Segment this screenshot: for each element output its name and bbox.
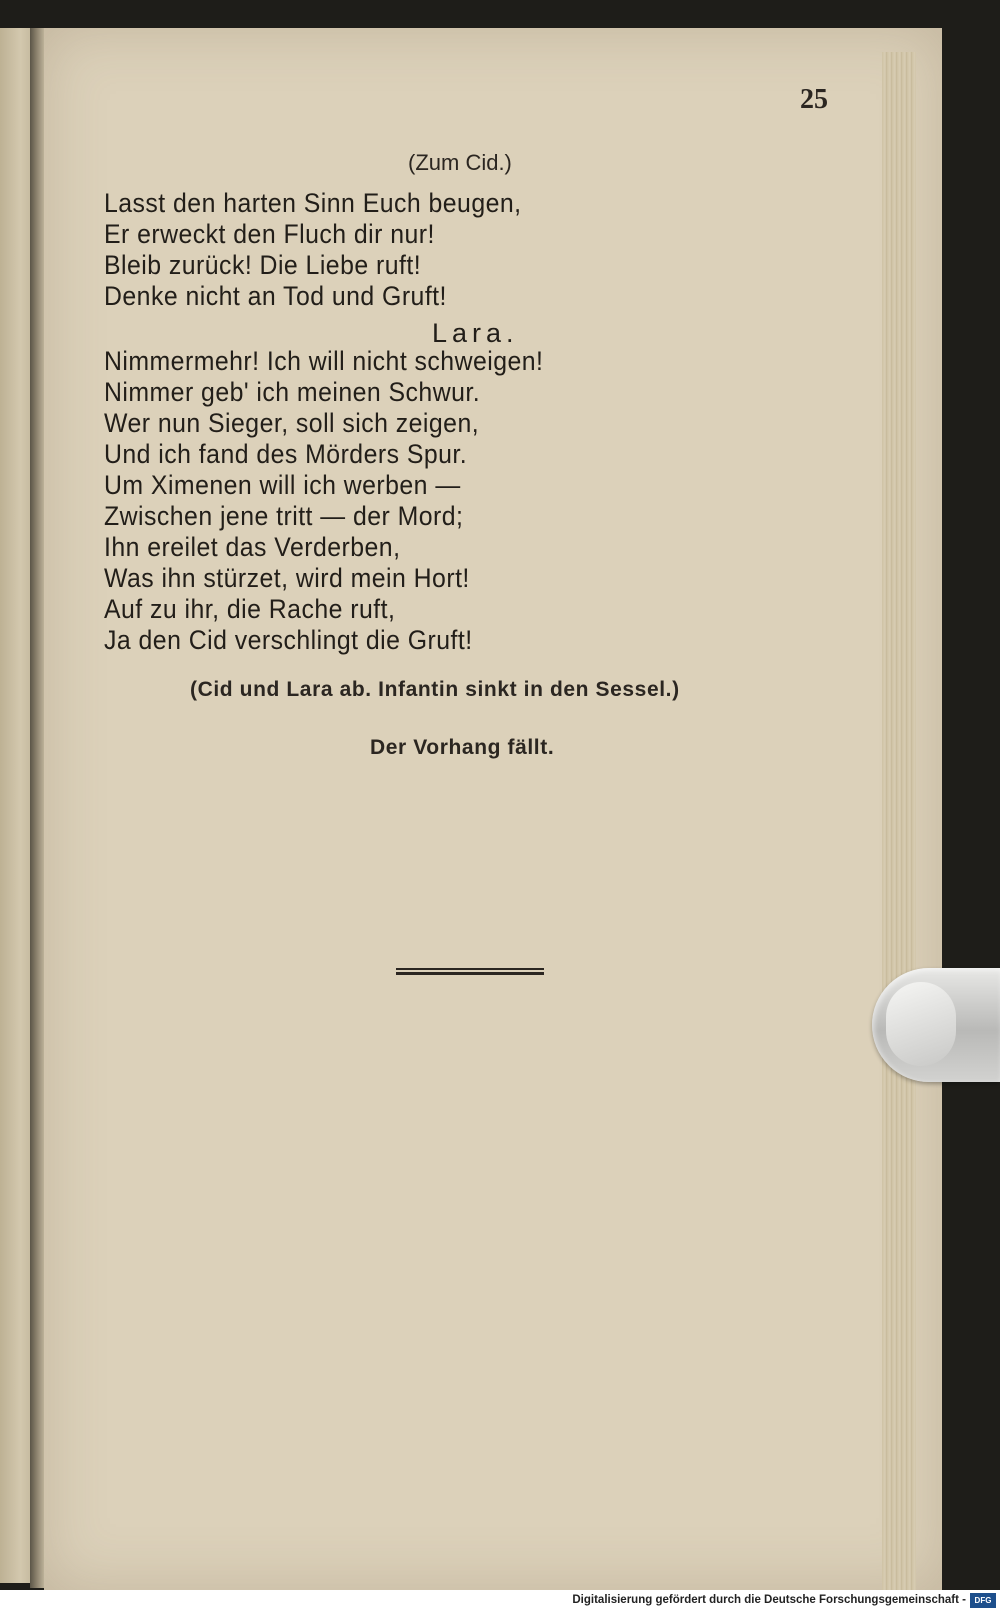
- funding-notice: Digitalisierung gefördert durch die Deutsche Forschungsgemeinschaft -: [572, 1594, 966, 1606]
- verse-line: Nimmermehr! Ich will nicht schweigen!: [104, 346, 544, 376]
- verse-block-1: [104, 188, 522, 312]
- page-clip: [872, 968, 1000, 1082]
- verse-line: Ja den Cid verschlingt die Gruft!: [104, 625, 473, 655]
- verse-line: Was ihn stürzet, wird mein Hort!: [104, 563, 470, 593]
- dfg-logo: DFG: [970, 1593, 996, 1608]
- speaker-name: Lara.: [432, 318, 519, 348]
- previous-page-edge: [0, 28, 34, 1583]
- verse-line: Denke nicht an Tod und Gruft!: [104, 281, 447, 311]
- stage-direction-to-cid: (Zum Cid.): [408, 150, 512, 175]
- digitization-footer: [0, 1590, 1000, 1613]
- page-clip-highlight: [886, 982, 956, 1066]
- verse-line: Lasst den harten Sinn Euch beugen,: [104, 188, 522, 218]
- verse-line: Um Ximenen will ich werben —: [104, 470, 461, 500]
- verse-line: Er erweckt den Fluch dir nur!: [104, 219, 435, 249]
- page-number: 25: [800, 84, 828, 115]
- curtain-falls-line: Der Vorhang fällt.: [370, 736, 555, 759]
- verse-line: Und ich fand des Mörders Spur.: [104, 439, 468, 469]
- verse-line: Nimmer geb' ich meinen Schwur.: [104, 377, 481, 407]
- verse-line: Ihn ereilet das Verderben,: [104, 532, 401, 562]
- verse-block-2: [104, 346, 543, 656]
- verse-line: Wer nun Sieger, soll sich zeigen,: [104, 408, 480, 438]
- verse-line: Bleib zurück! Die Liebe ruft!: [104, 250, 422, 280]
- verse-line: Zwischen jene tritt — der Mord;: [104, 501, 464, 531]
- page-stack-edge: [882, 52, 916, 1597]
- end-of-act-rule: [396, 968, 544, 975]
- stage-direction-exit: (Cid und Lara ab. Infantin sinkt in den Sessel.): [190, 678, 680, 701]
- verse-line: Auf zu ihr, die Rache ruft,: [104, 594, 396, 624]
